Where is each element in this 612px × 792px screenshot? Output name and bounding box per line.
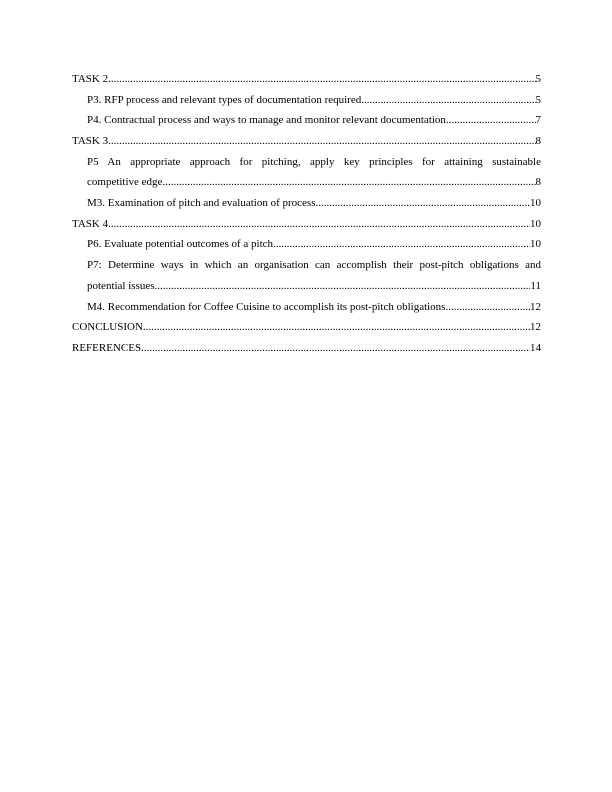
toc-page-number: 5 (535, 72, 541, 85)
toc-page-number: 12 (530, 300, 541, 313)
toc-entry-task-2[interactable] (72, 69, 541, 90)
toc-entry-label: TASK 2 (72, 72, 109, 85)
toc-entry-p6[interactable] (72, 235, 541, 256)
toc-entry-label: TASK 4 (72, 217, 109, 230)
dot-leader (445, 297, 530, 318)
toc-page-number: 14 (530, 341, 541, 354)
toc-page-number: 11 (530, 279, 541, 292)
toc-entry-label-line1: P7: Determine ways in which an organisation can accomplish their post-pitch obligations and (87, 259, 541, 272)
toc-page-number: 7 (535, 114, 541, 127)
toc-entry-label: P6. Evaluate potential outcomes of a pitch (87, 238, 274, 251)
toc-entry-p5[interactable] (72, 152, 541, 193)
toc-page-number: 5 (535, 93, 541, 106)
toc-page-number: 10 (530, 197, 541, 210)
toc-page-number: 8 (535, 176, 541, 189)
toc-entry-task-4[interactable] (72, 214, 541, 235)
toc-entry-references[interactable] (72, 338, 541, 359)
table-of-contents (72, 69, 541, 359)
toc-entry-p3[interactable] (72, 90, 541, 111)
toc-entry-conclusion[interactable] (72, 317, 541, 338)
dot-leader (446, 110, 536, 131)
dot-leader (108, 131, 535, 152)
toc-page-number: 10 (530, 238, 541, 251)
dot-leader (155, 276, 531, 297)
dot-leader (162, 172, 535, 193)
toc-page-number: 10 (530, 217, 541, 230)
toc-entry-m4[interactable] (72, 297, 541, 318)
toc-entry-p7[interactable] (72, 255, 541, 296)
toc-entry-task-3[interactable] (72, 131, 541, 152)
dot-leader (316, 193, 531, 214)
toc-page-number: 12 (530, 321, 541, 334)
dot-leader (143, 317, 530, 338)
toc-entry-label: P3. RFP process and relevant types of documentation required (87, 93, 362, 106)
toc-entry-label-line2: potential issues (87, 279, 155, 292)
toc-entry-m3[interactable] (72, 193, 541, 214)
toc-entry-label: REFERENCES (72, 341, 142, 354)
toc-entry-label: P4. Contractual process and ways to manage and monitor relevant documentation (87, 114, 446, 127)
dot-leader (108, 214, 530, 235)
toc-page-number: 8 (535, 135, 541, 148)
dot-leader (141, 338, 530, 359)
toc-entry-label-line2: competitive edge (87, 176, 163, 189)
dot-leader (273, 235, 530, 256)
toc-entry-label: CONCLUSION (72, 321, 143, 334)
toc-entry-label: M3. Examination of pitch and evaluation of process (87, 197, 316, 210)
dot-leader (108, 69, 535, 90)
toc-entry-label: TASK 3 (72, 135, 109, 148)
toc-entry-p4[interactable] (72, 110, 541, 131)
dot-leader (361, 90, 535, 111)
toc-entry-label: M4. Recommendation for Coffee Cuisine to accomplish its post-pitch obligations (87, 300, 446, 313)
toc-entry-label-line1: P5 An appropriate approach for pitching, apply key principles for attaining sustainable (87, 155, 541, 168)
